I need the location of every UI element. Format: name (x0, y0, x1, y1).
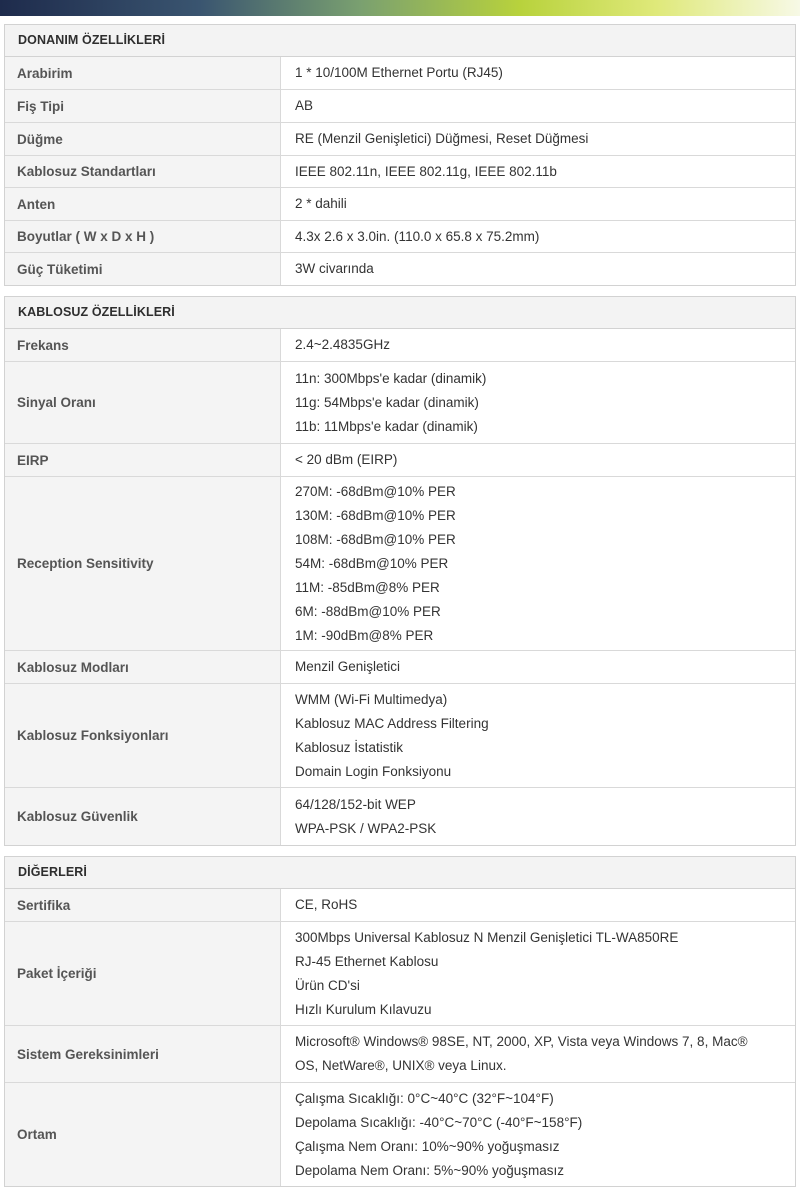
row-value: AB (295, 98, 314, 113)
row-label: Fiş Tipi (5, 90, 281, 122)
row-value: 3W civarında (295, 261, 374, 276)
table-row (5, 443, 795, 476)
table-row (5, 329, 795, 361)
row-value: 270M: -68dBm@10% PER 130M: -68dBm@10% PER 108M: -68dBm@10% PER 54M: -68dBm@10% PER 11M: -85dBm@8% PER 6M: -88dBm@10% PER 1M: -90dBm@8% PER (295, 483, 456, 643)
table-row (5, 252, 795, 285)
table-row (5, 89, 795, 122)
table-row (5, 683, 795, 787)
table-row (5, 650, 795, 683)
section-title: DONANIM ÖZELLİKLERİ (5, 25, 795, 57)
row-label: Ortam (5, 1083, 281, 1186)
row-value: WMM (Wi-Fi Multimedya) Kablosuz MAC Address Filtering Kablosuz İstatistik Domain Login Fonksiyonu (295, 691, 489, 779)
row-label: Kablosuz Fonksiyonları (5, 684, 281, 787)
row-value: RE (Menzil Genişletici) Düğmesi, Reset Düğmesi (295, 131, 589, 146)
row-value: 4.3x 2.6 x 3.0in. (110.0 x 65.8 x 75.2mm) (295, 228, 540, 244)
table-row (5, 889, 795, 921)
table-row (5, 476, 795, 650)
row-value: 2 * dahili (295, 196, 347, 211)
row-value: IEEE 802.11n, IEEE 802.11g, IEEE 802.11b (295, 163, 557, 179)
top-gradient-bar (0, 0, 800, 16)
row-label: Kablosuz Modları (5, 651, 281, 683)
table-row (5, 1082, 795, 1186)
section-wireless (4, 296, 796, 846)
row-value: 64/128/152-bit WEP WPA-PSK / WPA2-PSK (295, 796, 437, 836)
section-title: DİĞERLERİ (5, 857, 795, 889)
table-row (5, 921, 795, 1025)
row-label: Düğme (5, 123, 281, 155)
table-row (5, 57, 795, 89)
table-row (5, 1025, 795, 1082)
row-label: Sinyal Oranı (5, 362, 281, 443)
row-label: EIRP (5, 444, 281, 476)
row-value: 300Mbps Universal Kablosuz N Menzil Genişletici TL-WA850RE RJ-45 Ethernet Kablosu Ürün CD'si Hızlı Kurulum Kılavuzu (295, 929, 679, 1017)
section-title: KABLOSUZ ÖZELLİKLERİ (5, 297, 795, 329)
row-value: Microsoft® Windows® 98SE, NT, 2000, XP, Vista veya Windows 7, 8, Mac® OS, NetWare®, UNIX® veya Linux. (295, 1034, 748, 1073)
row-label: Frekans (5, 329, 281, 361)
section-hardware (4, 24, 796, 286)
row-label: Anten (5, 188, 281, 220)
row-value: 11n: 300Mbps'e kadar (dinamik) 11g: 54Mbps'e kadar (dinamik) 11b: 11Mbps'e kadar (dinamik) (295, 370, 487, 434)
table-row (5, 220, 795, 252)
table-row (5, 787, 795, 845)
row-label: Güç Tüketimi (5, 253, 281, 285)
row-label: Reception Sensitivity (5, 477, 281, 650)
row-label: Sistem Gereksinimleri (5, 1026, 281, 1082)
row-value: 2.4~2.4835GHz (295, 337, 390, 352)
table-row (5, 155, 795, 187)
row-value: CE, RoHS (295, 897, 358, 912)
table-row (5, 361, 795, 443)
row-label: Sertifika (5, 889, 281, 921)
row-label: Kablosuz Güvenlik (5, 788, 281, 845)
row-label: Kablosuz Standartları (5, 156, 281, 187)
row-label: Paket İçeriği (5, 922, 281, 1025)
row-value: Çalışma Sıcaklığı: 0°C~40°C (32°F~104°F) Depolama Sıcaklığı: -40°C~70°C (-40°F~158°F) Çalışma Nem Oranı: 10%~90% yoğuşmasız Depolama Nem Oranı: 5%~90% yoğuşmasız (295, 1090, 583, 1178)
table-row (5, 187, 795, 220)
row-value: < 20 dBm (EIRP) (295, 452, 398, 467)
row-value: 1 * 10/100M Ethernet Portu (RJ45) (295, 65, 503, 80)
section-others (4, 856, 796, 1187)
row-label: Boyutlar ( W x D x H ) (5, 221, 281, 252)
table-row (5, 122, 795, 155)
row-label: Arabirim (5, 57, 281, 89)
row-value: Menzil Genişletici (295, 659, 401, 674)
